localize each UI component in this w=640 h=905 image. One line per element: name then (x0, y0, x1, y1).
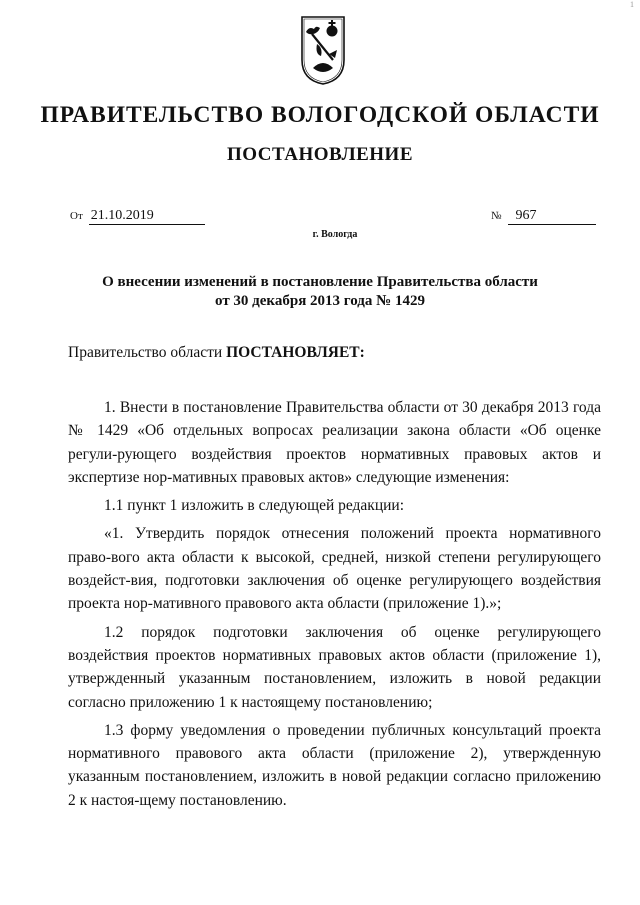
resolution-lead (68, 344, 365, 362)
organization-name: ПРАВИТЕЛЬСТВО ВОЛОГОДСКОЙ ОБЛАСТИ (40, 102, 600, 128)
lead-bold: ПОСТАНОВЛЯЕТ: (226, 344, 365, 361)
title-line-2: от 30 декабря 2013 года № 1429 (215, 293, 425, 309)
paragraph: «1. Утвердить порядок отнесения положений проекта нормативного право-вого акта области к высокой, средней, низкой степени регулирующего воздейст-вия, подготовки заключения об оценке регулирующего воздействия проекта нор-мативного правового акта области (приложение 1).»; (68, 525, 601, 613)
date-value: 21.10.2019 (89, 208, 205, 225)
title-line-1: О внесении изменений в постановление Правительства области (102, 274, 538, 290)
document-type: ПОСТАНОВЛЕНИЕ (226, 144, 414, 165)
number-prefix: № (491, 210, 502, 222)
number-value: 967 (508, 208, 596, 225)
paragraph: 1. Внести в постановление Правительства области от 30 декабря 2013 года № 1429 «Об отдельных вопросах реализации закона области «Об оценке регули-рующего воздействия проектов нормативных правовых актов и экспертизе нор-мативных правовых актов» следующие изменения: (68, 399, 601, 486)
paragraph: 1.3 форму уведомления о проведении публичных консультаций проекта нормативного правового акта области (приложение 2), утвержденную указанным постановлением, изложить в новой редакции согласно приложению 2 к настоя-щему постановлению. (68, 721, 601, 809)
paragraph: 1.2 порядок подготовки заключения об оценке регулирующего воздействия проектов нормативных правовых актов области (приложение 1), утвержденный указанным постановлением, изложить в новой редакции согласно приложению 1 к настоящему постановлению; (68, 623, 601, 711)
paragraph: 1.1 пункт 1 изложить в следующей редакции: (104, 497, 405, 515)
date-field (70, 208, 205, 225)
page-mark: 1 (630, 0, 634, 9)
document-title (80, 273, 560, 311)
city-name: г. Вологда (312, 229, 358, 240)
lead-text: Правительство области (68, 344, 227, 361)
date-prefix: От (70, 210, 83, 222)
number-field (491, 208, 596, 225)
coat-of-arms-icon (299, 14, 347, 86)
document-body (68, 396, 601, 817)
